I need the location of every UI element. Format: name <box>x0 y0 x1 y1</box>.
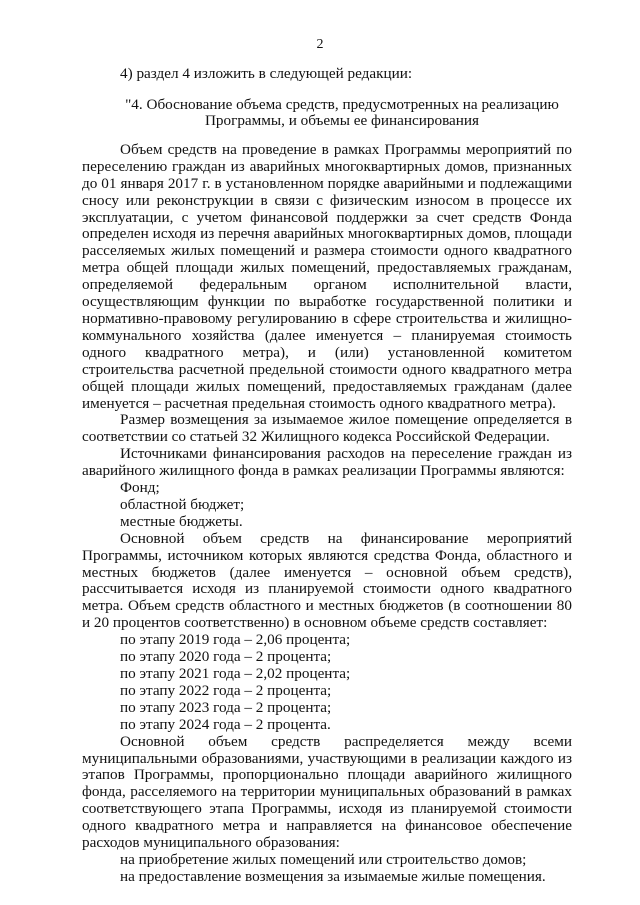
intro-line: 4) раздел 4 изложить в следующей редакции: <box>120 65 413 82</box>
section-heading-line-1: "4. Обоснование объема средств, предусмотренных на реализацию <box>125 95 559 113</box>
list-item: на приобретение жилых помещений или строительство домов; <box>120 850 527 868</box>
document-body <box>82 66 572 886</box>
list-item: по этапу 2022 года – 2 процента; <box>120 681 332 699</box>
list-item: по этапу 2020 года – 2 процента; <box>120 648 332 666</box>
list-item: по этапу 2024 года – 2 процента. <box>120 715 331 733</box>
list-item: по этапу 2021 года – 2,02 процента; <box>120 665 351 682</box>
paragraph-main-volume: Основной объем средств на финансирование мероприятий Программы, источником которых являются средства Фонда, областного и местных бюджетов (далее именуется – основной объем средств), рассчитывается исходя из планируемой стоимости одного квадратного метра. Объем средств областного и местных бюджетов (в соотношении 80 и 20 процентов соответственно) в основном объеме средств составляет: <box>82 529 572 632</box>
list-item: на предоставление возмещения за изымаемые жилые помещения. <box>120 867 546 885</box>
section-heading-line-2: Программы, и объемы ее финансирования <box>204 111 480 129</box>
list-item: по этапу 2019 года – 2,06 процента; <box>120 631 351 649</box>
section-heading <box>82 97 572 129</box>
list-item: Фонд; <box>120 479 160 497</box>
paragraph-funding-volume: Объем средств на проведение в рамках Программы мероприятий по переселению граждан из аварийных многоквартирных домов, признанных до 01 января 2017 г. в установленном порядке аварийными и подлежащими сносу или реконструкции в связи с физическим износом в процессе их эксплуатации, с учетом финансовой поддержки за счет средств Фонда определен исходя из перечня аварийных многоквартирных домов, площади расселяемых жилых помещений и размера стоимости одного квадратного метра общей площади жилых помещений, предоставляемых гражданам, определяемой федеральным органом исполнительной власти, осуществляющим функции по выработке государственной политики и нормативно-правовому регулированию в сфере строительства и жилищно-коммунального хозяйства (далее именуется – планируемая стоимость одного квадратного метра), и (или) установленной комитетом строительства расчетной предельной стоимости одного квадратного метра общей площади жилых помещений, предоставляемых гражданам (далее именуется – расчетная предельная стоимость одного квадратного метра). <box>82 140 572 412</box>
list-item: местные бюджеты. <box>120 512 243 530</box>
paragraph-compensation: Размер возмещения за изымаемое жилое помещение определяется в соответствии со статьей 32 Жилищного кодекса Российской Федерации. <box>82 411 572 446</box>
paragraph-distribution: Основной объем средств распределяется между всеми муниципальными образованиями, участвующими в реализации каждого из этапов Программы, пропорционально площади аварийного жилищного фонда, расселяемого на территории муниципальных образований в рамках соответствующего этапа Программы, исходя из планируемой стоимости одного квадратного метра и направляется на финансовое обеспечение расходов муниципального образования: <box>82 732 572 852</box>
page-number: 2 <box>316 37 324 52</box>
paragraph-sources: Источниками финансирования расходов на переселение граждан из аварийного жилищного фонда в рамках реализации Программы являются: <box>82 445 572 480</box>
list-item: по этапу 2023 года – 2 процента; <box>120 698 332 716</box>
list-item: областной бюджет; <box>120 495 245 513</box>
